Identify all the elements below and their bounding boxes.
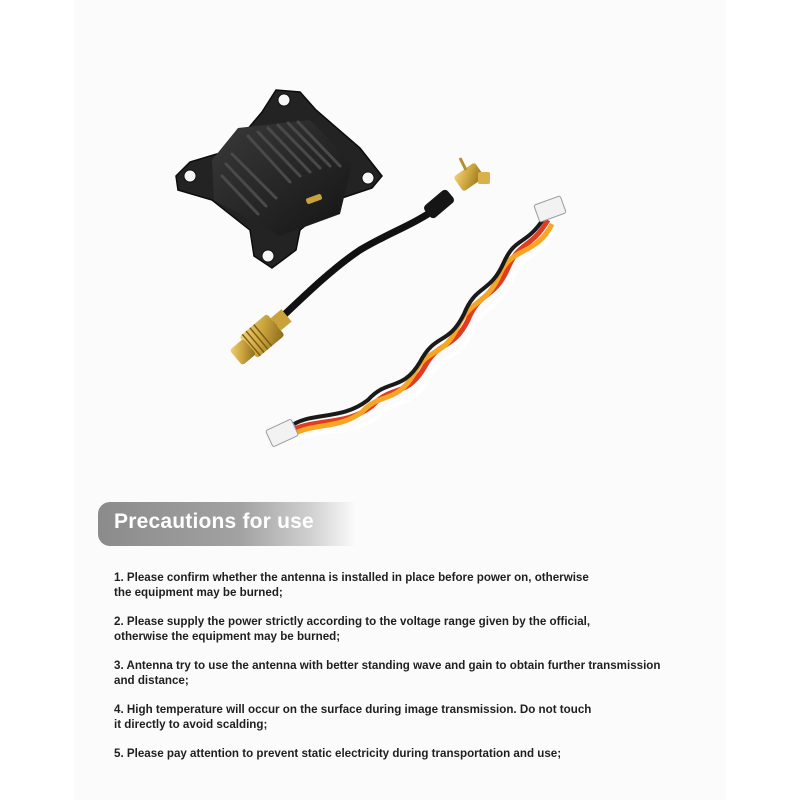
- precaution-text: the equipment may be burned;: [114, 586, 283, 599]
- precaution-text: it directly to avoid scalding;: [114, 718, 268, 731]
- precaution-text: 1. Please confirm whether the antenna is installed in place before power on, otherwise: [114, 571, 589, 584]
- precaution-text: 3. Antenna try to use the antenna with better standing wave and gain to obtain further transmission: [114, 659, 661, 672]
- section-header: [98, 502, 356, 546]
- precaution-item: [114, 614, 714, 644]
- vtx-module: [176, 90, 382, 268]
- precaution-text: 5. Please pay attention to prevent static electricity during transportation and use;: [114, 747, 562, 760]
- section-title: Precautions for use: [114, 510, 314, 533]
- twisted-wire-connector-cable: [266, 196, 567, 447]
- precaution-item: [114, 570, 714, 600]
- precautions-list: [114, 570, 714, 775]
- precaution-text: and distance;: [114, 674, 189, 687]
- precaution-text: 4. High temperature will occur on the surface during image transmission. Do not touch: [114, 703, 592, 716]
- precaution-item: [114, 702, 714, 732]
- precaution-text: 2. Please supply the power strictly according to the voltage range given by the official,: [114, 615, 591, 628]
- precaution-item: [114, 746, 714, 761]
- precaution-item: [114, 658, 714, 688]
- precaution-text: otherwise the equipment may be burned;: [114, 630, 341, 643]
- product-photo: [74, 0, 726, 480]
